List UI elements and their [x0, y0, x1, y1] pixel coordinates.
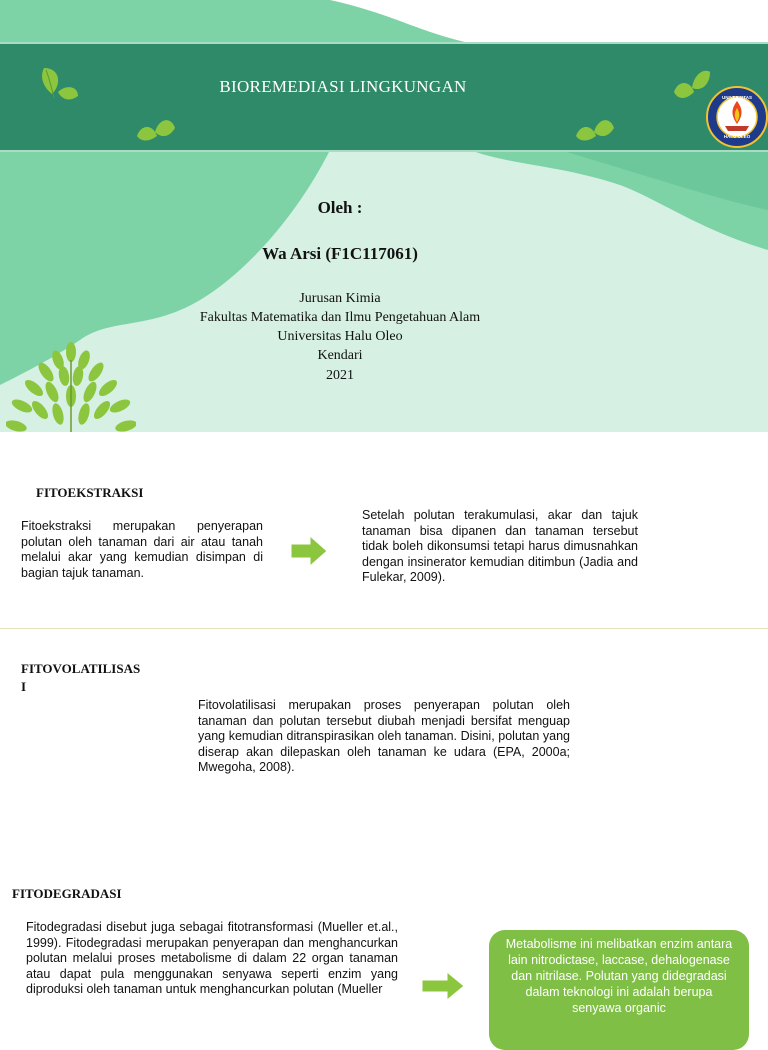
- info-city: Kendari: [317, 348, 363, 363]
- heading-fitovolatilisasi: [21, 660, 140, 696]
- seal-bottom-text: HALU OLEO: [723, 134, 751, 139]
- info-faculty: Fakultas Matematika dan Ilmu Pengetahuan Alam: [199, 310, 481, 325]
- leaf-icon: [38, 64, 82, 104]
- oleh-label: Oleh :: [317, 198, 363, 217]
- info-university: Universitas Halu Oleo: [277, 329, 403, 344]
- heading-fitovolatilisasi-line1: FITOVOLATILISAS: [21, 661, 141, 676]
- fitodegradasi-left-text: Fitodegradasi disebut juga sebagai fitotransformasi (Mueller et.al., 1999). Fitodegradasi merupakan penyerapan dan menghancurkan polutan melalui proses metabolisme di dalam 22 organ tanaman atau dapat pula menggunakan senyawa seperti enzim yang diproduksi oleh tanaman untuk menghancurkan polutan (Mueller: [26, 920, 398, 996]
- heading-fitodegradasi: FITODEGRADASI: [12, 886, 122, 901]
- leaf-icon: [574, 114, 618, 144]
- fitoekstraksi-right-text: Setelah polutan terakumulasi, akar dan tajuk tanaman bisa dipanen dan tanaman tersebut tidak boleh dikonsumsi tetapi harus dimusnahkan dengan insinerator kemudian ditimbun (Jadia and Fulekar, 2009).: [362, 508, 638, 584]
- author-name: Wa Arsi (F1C117061): [262, 244, 418, 263]
- arrow-right-icon: [421, 970, 465, 1002]
- fitoekstraksi-left-text: Fitoekstraksi merupakan penyerapan polutan oleh tanaman dari air atau tanah melalui akar yang kemudian disimpan di bagian tajuk tanaman.: [21, 519, 263, 580]
- leaf-icon: [135, 114, 179, 144]
- enzyme-info-box: Metabolisme ini melibatkan enzim antara lain nitrodictase, laccase, dehalogenase dan nitrilase. Polutan yang didegradasi dalam teknologi ini adalah berupa senyawa organic: [489, 930, 749, 1050]
- heading-fitovolatilisasi-line2: I: [21, 679, 27, 694]
- seal-top-text: UNIVERSITAS: [722, 95, 752, 100]
- info-department: Jurusan Kimia: [299, 291, 381, 306]
- section-divider: [0, 628, 768, 629]
- heading-fitoekstraksi: FITOEKSTRAKSI: [36, 485, 144, 500]
- leaf-tree-icon: [6, 340, 136, 432]
- title-banner: [0, 42, 768, 152]
- slide-title: BIOREMEDIASI LINGKUNGAN: [219, 77, 467, 96]
- arrow-right-icon: [290, 535, 328, 567]
- fitovolatilisasi-text: Fitovolatilisasi merupakan proses penyerapan polutan oleh tanaman dan polutan tersebut diubah menjadi bersifat menguap yang kemudian ditranspirasikan oleh tanaman. Disini, polutan yang diserap akan dilepaskan oleh tanaman ke udara (EPA, 2000a; Mwegoha, 2008).: [198, 698, 570, 774]
- info-year: 2021: [326, 368, 354, 383]
- title-slide: [0, 0, 768, 432]
